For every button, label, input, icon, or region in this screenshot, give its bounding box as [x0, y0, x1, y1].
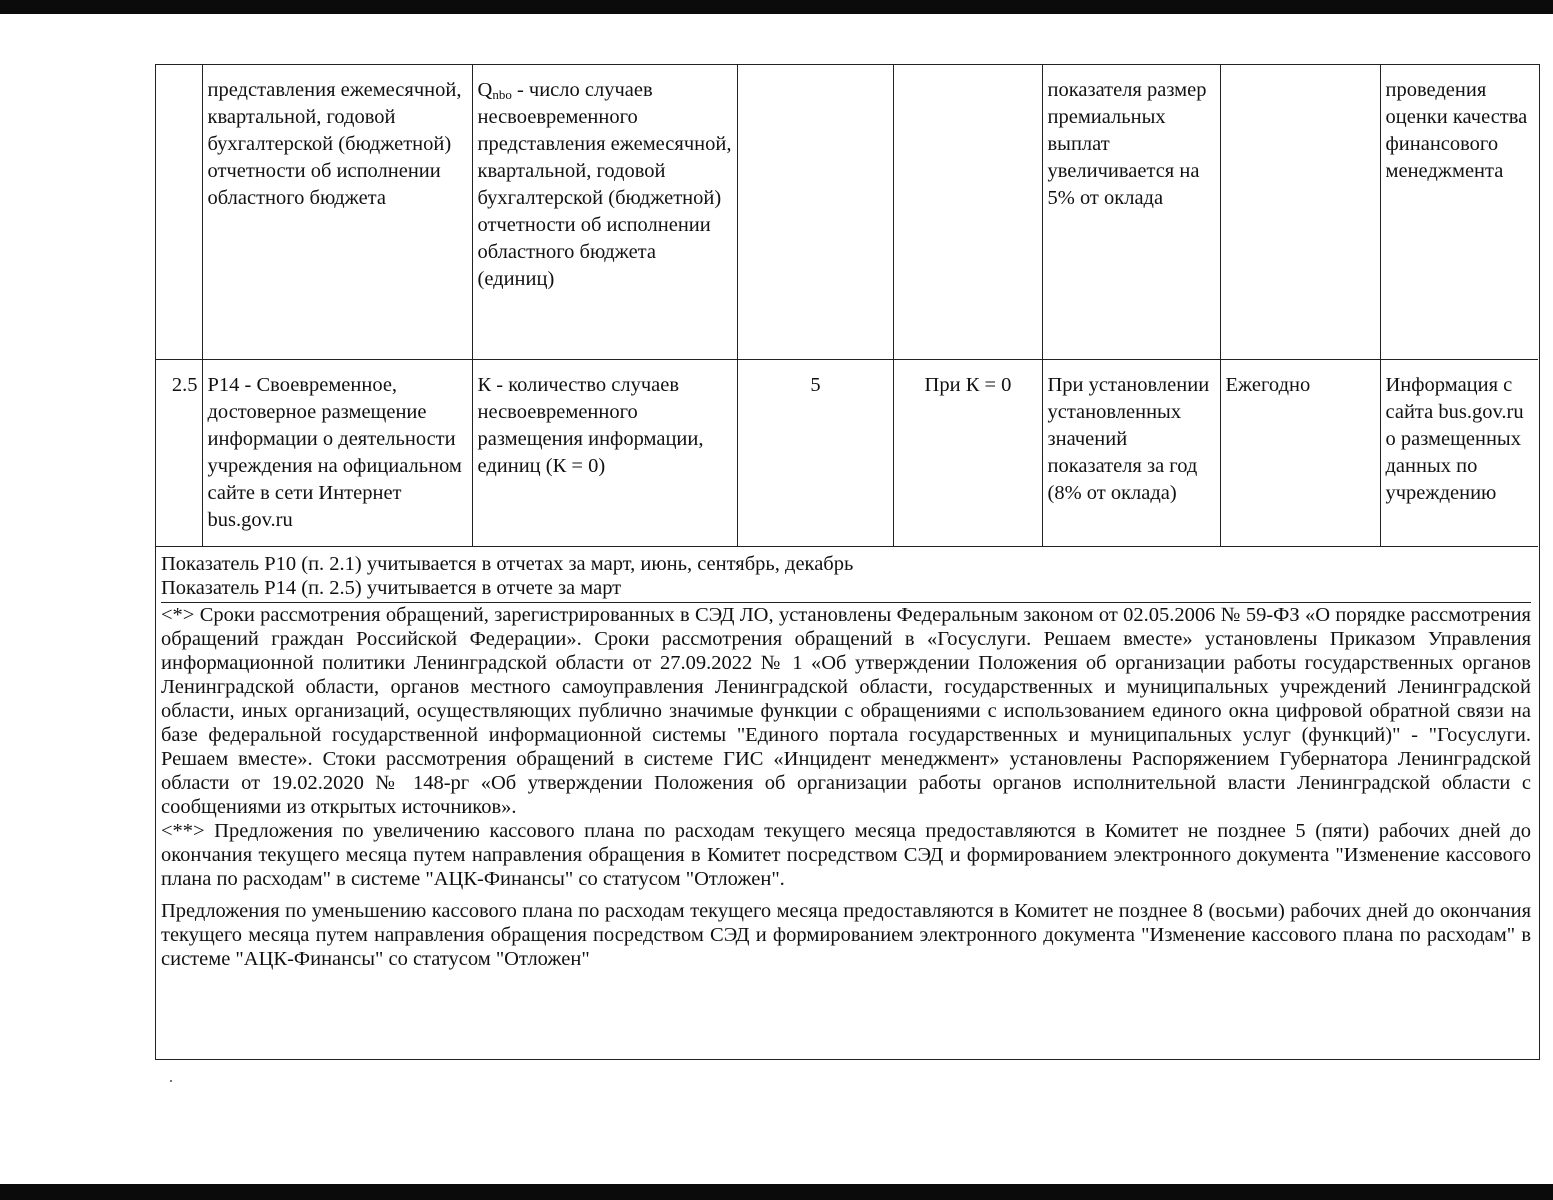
cell-weight: 5: [737, 360, 893, 547]
scan-speck: [170, 1080, 172, 1082]
cell-source: Информация с сайта bus.gov.ru о размещенных данных по учреждению: [1380, 360, 1538, 547]
cell-source: проведения оценки качества финансового менеджмента: [1380, 65, 1538, 360]
cell-formula: К - количество случаев несвоевременного размещения информации, единиц (К = 0): [472, 360, 737, 547]
formula-text: - число случаев несвоевременного представления ежемесячной, квартальной, годовой бухгалтерской (бюджетной) отчетности об исполнении областного бюджета (единиц): [477, 79, 732, 290]
cell-weight: [737, 65, 893, 360]
formula-subscript: nbo: [492, 87, 512, 102]
scan-border-bottom: [0, 1184, 1553, 1200]
document-frame: [155, 64, 1540, 1060]
scan-border-top: [0, 0, 1553, 14]
note-p14: Показатель Р14 (п. 2.5) учитывается в отчете за март: [161, 577, 622, 599]
note-p10: Показатель Р10 (п. 2.1) учитывается в отчетах за март, июнь, сентябрь, декабрь: [161, 553, 854, 575]
cell-frequency: [1220, 65, 1380, 360]
formula-symbol: Q: [477, 79, 493, 101]
cell-condition: [893, 65, 1042, 360]
cell-condition: При К = 0: [893, 360, 1042, 547]
cell-payment: показателя размер премиальных выплат увеличивается на 5% от оклада: [1042, 65, 1220, 360]
table-row: [156, 65, 1538, 360]
notes-section: [161, 552, 1531, 971]
cell-payment: При установлении установленных значений показателя за год (8% от оклада): [1042, 360, 1220, 547]
paragraph-3: Предложения по уменьшению кассового плана по расходам текущего месяца предоставляются в Комитет не позднее 8 (восьми) рабочих дней до окончания текущего месяца путем направления обращения посредством СЭД и формированием электронного документа "Изменение кассового плана по расходам" в системе "АЦК-Финансы" со статусом "Отложен": [161, 900, 1531, 970]
footnote-2: <**> Предложения по увеличению кассового плана по расходам текущего месяца предоставляются в Комитет не позднее 5 (пяти) рабочих дней до окончания текущего месяца путем направления обращения в Комитет посредством СЭД и формированием электронного документа "Изменение кассового плана по расходам" в системе "АЦК-Финансы" со статусом "Отложен".: [161, 820, 1531, 890]
cell-number: [156, 65, 202, 360]
cell-formula: [472, 65, 737, 360]
indicators-table: [156, 65, 1538, 547]
footnote-1: <*> Сроки рассмотрения обращений, зарегистрированных в СЭД ЛО, установлены Федеральным законом от 02.05.2006 № 59-ФЗ «О порядке рассмотрения обращений граждан Российской Федерации». Сроки рассмотрения обращений в «Госуслуги. Решаем вместе» установлены Приказом Управления информационной политики Ленинградской области от 27.09.2022 № 1 «Об утверждении Положения об организации работы государственных органов Ленинградской области, органов местного самоуправления Ленинградской области, государственных и муниципальных учреждений Ленинградской области, иных организаций, осуществляющих публично значимые функции с обращениями с использованием единого окна цифровой обратной связи на базе федеральной государственной информационной системы "Единого портала государственных и муниципальных услуг (функций)" - "Госуслуги. Решаем вместе». Стоки рассмотрения обращений в системе ГИС «Инцидент менеджмент» установлены Распоряжением Губернатора Ленинградской области от 19.02.2020 № 148-рг «Об утверждении Положения об организации работы органов исполнительной власти Ленинградской области с сообщениями из открытых источников».: [161, 604, 1531, 818]
cell-indicator: Р14 - Своевременное, достоверное размещение информации о деятельности учреждения на официальном сайте в сети Интернет bus.gov.ru: [202, 360, 472, 547]
cell-frequency: Ежегодно: [1220, 360, 1380, 547]
cell-number: 2.5: [156, 360, 202, 547]
table-row: [156, 360, 1538, 547]
spacer: [161, 891, 1531, 899]
cell-indicator: представления ежемесячной, квартальной, годовой бухгалтерской (бюджетной) отчетности об исполнении областного бюджета: [202, 65, 472, 360]
